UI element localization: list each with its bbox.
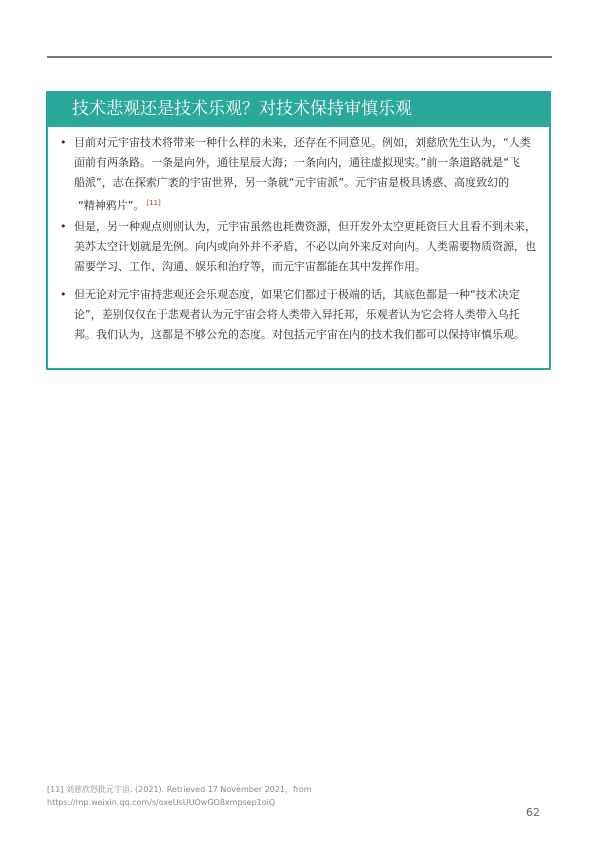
bullet-2-line-1: 但是，另一种观点则则认为，元宇宙虽然也耗费资源，但开发外太空更耗资巨大且看不到未来， (74, 220, 536, 233)
bullet-1-line-1: 目前对元宇宙技术将带来一种什么样的未来，还存在不同意见。例如，刘慈欣先生认为，“人类 (74, 136, 531, 149)
top-rule (47, 56, 552, 58)
bullet-3-line-1: 但无论对元宇宙持悲观还会乐观态度，如果它们都过于极端的话，其底色都是一种“技术决定 (74, 288, 520, 301)
citation-link[interactable]: [11] (146, 199, 161, 207)
bullet-1-line-4 (78, 193, 548, 216)
callout-title: 技术悲观还是技术乐观？对技术保持审慎乐观 (72, 99, 412, 119)
bullet-1-line-2: 面前有两条路。一条是向外，通往星辰大海；一条向内，通往虚拟现实。”前一条道路就是“飞 (74, 156, 520, 169)
bullet-1-line-4-text: “精神鸦片”。 (78, 199, 145, 212)
bullet-3-line-3: 邦。我们认为，这都是不够公允的态度。对包括元宇宙在内的技术我们都可以保持审慎乐观。 (74, 328, 525, 341)
bullet-dot: • (60, 220, 67, 233)
bullet-dot: • (60, 288, 67, 301)
bullet-dot: • (60, 136, 67, 149)
footnote-url[interactable]: https://mp.weixin.qq.com/s/oxeUsUUOwGO8xmpsep1oiQ (47, 798, 276, 807)
bullet-2-line-2: 美苏太空计划就是先例。向内或向外并不矛盾，不必以向外来反对向内。人类需要物质资源，也 (74, 240, 536, 253)
footnote-line-1: [11] 刘慈欣怒批元宇宙. (2021). Retrieved 17 November 2021，from (47, 785, 312, 794)
bullet-2-line-3: 需要学习、工作、沟通、娱乐和治疗等，而元宇宙都能在其中发挥作用。 (74, 260, 426, 273)
page-number: 62 (526, 806, 540, 819)
bullet-3-line-2: 论”，差别仅仅在于悲观者认为元宇宙会将人类带入异托邦，乐观者认为它会将人类带入乌托 (74, 308, 520, 321)
callout-header (48, 93, 549, 127)
bullet-1-line-3: 船派”，志在探索广袤的宇宙世界，另一条就“元宇宙派”。元宇宙是极具诱惑、高度致幻的 (74, 176, 510, 189)
callout-box (46, 91, 551, 370)
